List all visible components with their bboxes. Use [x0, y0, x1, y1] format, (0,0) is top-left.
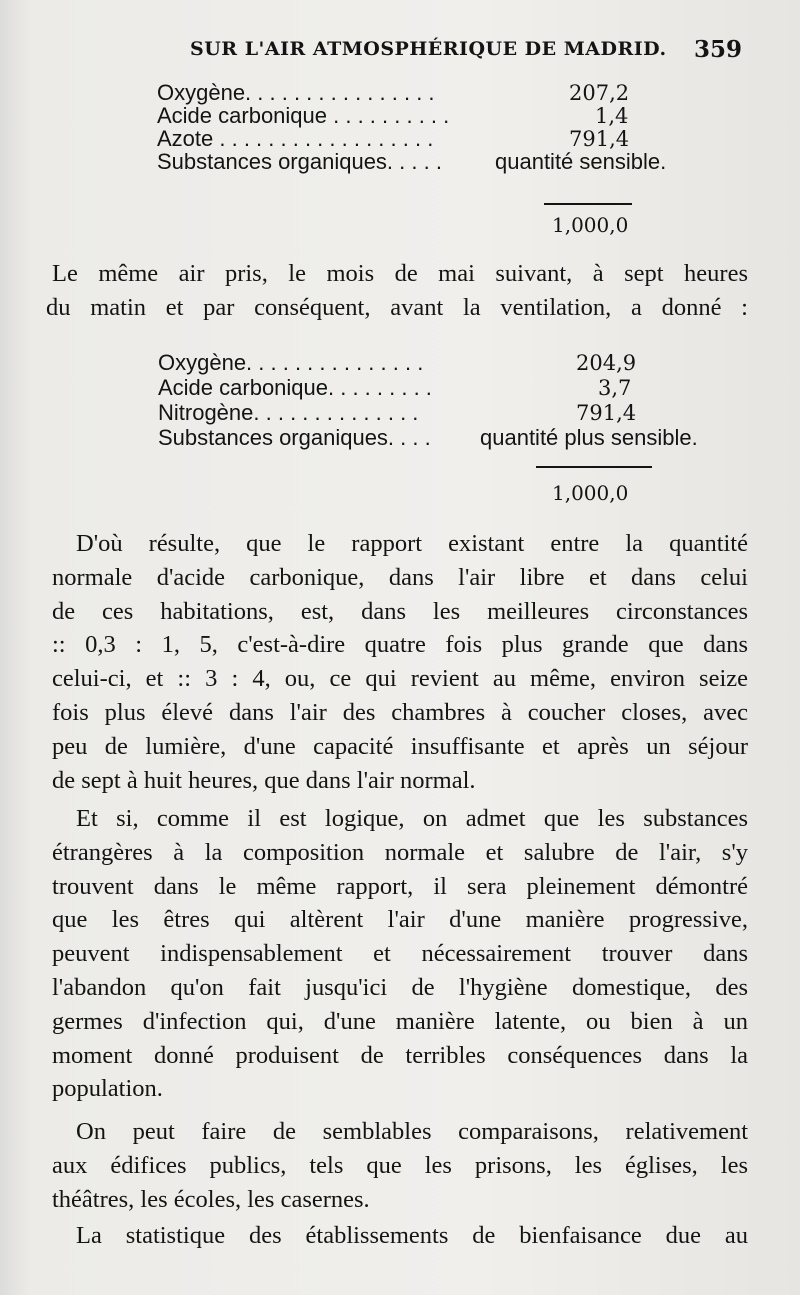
table-total: 1,000,0	[552, 481, 629, 505]
table-label: Oxygène. . . . . . . . . . . . . . . .	[157, 80, 435, 105]
table-row	[157, 105, 627, 127]
table-label: Substances organiques. . . .	[158, 425, 431, 450]
table-label: Substances organiques. . . . .	[157, 149, 442, 174]
page-header	[0, 38, 800, 68]
text-line: l'abandon qu'on fait jusqu'ici de l'hygiène domestique, des	[52, 973, 748, 1001]
text-line: celui-ci, et :: 3 : 4, ou, ce qui revient au même, environ seize	[52, 665, 748, 693]
paragraph	[46, 257, 748, 325]
sum-rule	[544, 203, 632, 205]
table-label: Acide carbonique . . . . . . . . . .	[157, 103, 450, 128]
text-line: théâtres, les écoles, les casernes.	[52, 1185, 370, 1213]
table-row	[158, 352, 718, 374]
paragraph	[52, 527, 748, 797]
table-row	[157, 149, 667, 174]
text-line: de ces habitations, est, dans les meilleures circonstances	[52, 597, 748, 625]
table-value: 207,2	[569, 81, 630, 105]
table-value: 791,4	[576, 401, 637, 425]
text-line: population.	[52, 1075, 163, 1103]
table-row	[157, 126, 630, 151]
text-line: germes d'infection qui, d'une manière latente, ou bien à un	[52, 1007, 748, 1035]
text-line: peuvent indispensablement et nécessairement trouver dans	[52, 940, 748, 968]
table-row	[158, 427, 718, 449]
table-value: 204,9	[576, 351, 637, 375]
table-label: Azote . . . . . . . . . . . . . . . . . .	[157, 126, 434, 151]
table-value: quantité sensible.	[495, 149, 667, 174]
paragraph	[52, 1219, 748, 1253]
table-value: 1,4	[595, 104, 629, 128]
text-line: Et si, comme il est logique, on admet que les substances	[76, 805, 748, 832]
text-line: que les êtres qui altèrent l'air d'une manière progressive,	[52, 906, 748, 934]
table-label: Nitrogène. . . . . . . . . . . . . .	[158, 400, 419, 425]
table-total: 1,000,0	[552, 213, 629, 237]
running-head: SUR L'AIR ATMOSPHÉRIQUE DE MADRID.	[190, 38, 667, 60]
table-row	[158, 402, 718, 424]
text-line: Le même air pris, le mois de mai suivant, à sept heures	[52, 260, 748, 287]
sum-rule	[536, 466, 652, 468]
text-line: aux édifices publics, tels que les prisons, les églises, les	[52, 1151, 748, 1179]
table-label: Oxygène. . . . . . . . . . . . . . .	[158, 350, 424, 375]
text-line: D'où résulte, que le rapport existant entre la quantité	[76, 530, 748, 557]
table-value: 791,4	[569, 127, 630, 151]
text-line: On peut faire de semblables comparaisons, relativement	[76, 1118, 748, 1145]
text-line: du matin et par conséquent, avant la ventilation, a donné :	[46, 293, 748, 321]
text-line: :: 0,3 : 1, 5, c'est-à-dire quatre fois plus grande que dans	[52, 631, 748, 659]
paragraph	[52, 802, 748, 1106]
text-line: peu de lumière, d'une capacité insuffisante et après un séjour	[52, 732, 748, 760]
text-line: moment donné produisent de terribles conséquences dans la	[52, 1041, 748, 1069]
composition-table-2	[158, 352, 718, 449]
text-line: étrangères à la composition normale et salubre de l'air, s'y	[52, 838, 748, 866]
table-label: Acide carbonique. . . . . . . . .	[158, 375, 432, 400]
table-value: 3,7	[598, 376, 632, 400]
text-line: fois plus élevé dans l'air des chambres à coucher closes, avec	[52, 698, 748, 726]
page-number: 359	[693, 36, 742, 63]
table-row	[157, 80, 630, 105]
composition-table-1	[157, 80, 667, 174]
table-value: quantité plus sensible.	[480, 425, 698, 450]
text-line: normale d'acide carbonique, dans l'air libre et dans celui	[52, 563, 748, 591]
text-line: de sept à huit heures, que dans l'air normal.	[52, 766, 476, 794]
table-row	[158, 377, 718, 399]
text-line: La statistique des établissements de bienfaisance due au	[76, 1222, 748, 1249]
text-line: trouvent dans le même rapport, il sera pleinement démontré	[52, 872, 748, 900]
paragraph	[52, 1115, 748, 1216]
